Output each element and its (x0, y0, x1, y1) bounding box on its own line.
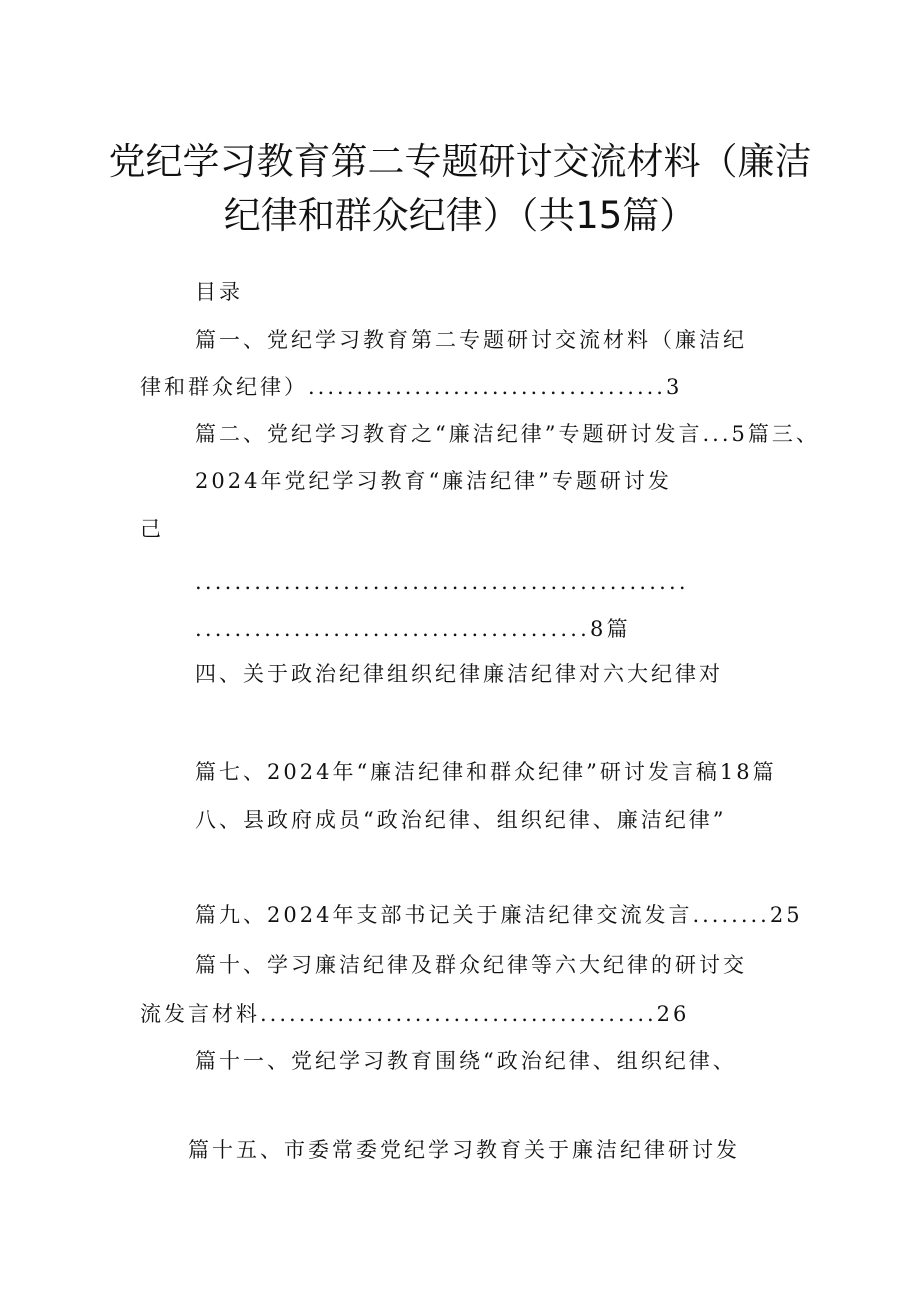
toc-leader-dots: .................................................. (195, 570, 689, 594)
toc-line[interactable]: 2024年党纪学习教育“廉洁纪律”专题研讨发 (195, 469, 672, 493)
toc-line[interactable]: 篇九、2024年支部书记关于廉洁纪律交流发言........25 (195, 903, 803, 927)
toc-line[interactable]: 篇二、党纪学习教育之“廉洁纪律”专题研讨发言...5篇三、 (195, 422, 820, 446)
toc-line[interactable]: 己 (140, 517, 164, 541)
toc-line[interactable]: 流发言材料.........................................26 (140, 1002, 690, 1026)
toc-line[interactable]: 四、关于政治纪律组织纪律廉洁纪律对六大纪律对 (195, 662, 723, 686)
toc-line[interactable]: 篇十、学习廉洁纪律及群众纪律等六大纪律的研讨交 (195, 953, 747, 977)
toc-line[interactable]: ........................................8篇 (195, 617, 631, 641)
toc-heading: 目录 (195, 280, 243, 304)
document-title-line-2: 纪律和群众纪律）（共15篇） (223, 194, 697, 237)
toc-line[interactable]: 篇十一、党纪学习教育围绕“政治纪律、组织纪律、 (195, 1049, 737, 1073)
document-title-line-1: 党纪学习教育第二专题研讨交流材料（廉洁 (108, 140, 812, 183)
toc-line[interactable]: 篇七、2024年“廉洁纪律和群众纪律”研讨发言稿18篇 (195, 760, 777, 784)
toc-line[interactable]: 律和群众纪律）.....................................3 (140, 375, 683, 399)
toc-line[interactable]: 篇一、党纪学习教育第二专题研讨交流材料（廉洁纪 (195, 328, 747, 352)
toc-line[interactable]: 篇十五、市委常委党纪学习教育关于廉洁纪律研讨发 (188, 1138, 740, 1162)
toc-line[interactable]: 八、县政府成员“政治纪律、组织纪律、廉洁纪律” (195, 808, 727, 832)
